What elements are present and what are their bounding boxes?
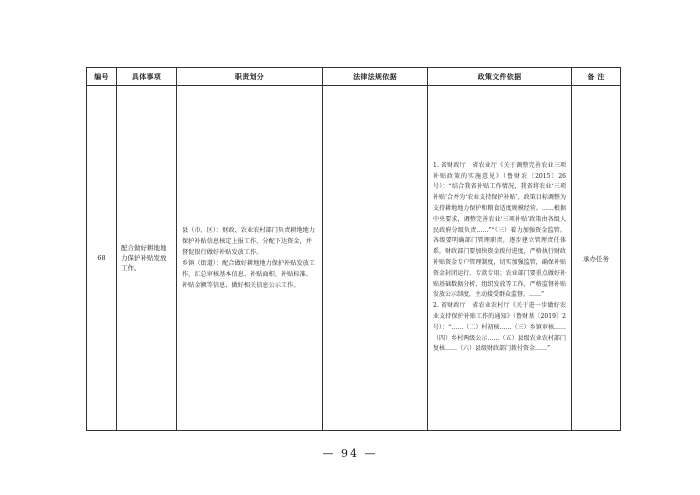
row-duty bbox=[177, 86, 323, 431]
duty-township: 乡镇（街道）：配合做好耕地地力保护补贴发放工作，汇总审核基本信息、补贴面积、补贴标准、补贴金额等信息，做好相关信息公示工作。 bbox=[182, 260, 316, 289]
row-policy bbox=[428, 86, 572, 431]
header-policy: 政策文件依据 bbox=[428, 68, 572, 86]
row-note: 承办任务 bbox=[572, 86, 621, 431]
header-number: 编号 bbox=[87, 68, 117, 86]
page-number: — 94 — bbox=[322, 447, 378, 460]
row-item: 配合做好耕地地力保护补贴发放工作。 bbox=[117, 86, 177, 431]
header-duty: 职责划分 bbox=[177, 68, 323, 86]
header-note: 备 注 bbox=[572, 68, 621, 86]
row-law bbox=[323, 86, 428, 431]
policy-doc-1: 1. 省财政厅 省农业厅《关于调整完善农业三项补贴政策的实施意见》（鲁财农〔2015〕26号）：“结合我省补贴工作情况，我省将农业‘三项补贴’合并为‘农业支持保护补贴’，政策目标调整为支持耕地地力保护和粮食适度规模经营。……根据中央要求，调整完善农业‘三项补贴’政策由各级人民政府分级负责……”“（三）着力加强资金监管。各级要明确部门管理职责，逐步建立管理责任体系，财政部门要加快资金拨付进度，严格执行财政补贴资金专户管理制度，切实加强监管，确保补贴资金封闭运行、专款专用；农业部门要重点做好补贴基础数据分析、组织发放等工作，严格监督补贴发放公示制度，主动接受群众监督。……” bbox=[433, 161, 566, 299]
row-number: 68 bbox=[87, 86, 117, 431]
header-item: 具体事项 bbox=[117, 68, 177, 86]
responsibility-table bbox=[86, 67, 621, 431]
duty-county: 县（市、区）：财政、农业农村部门负责耕地地力保护补贴信息核定上报工作、分配下达资金，并督促银行做好补贴发放工作。 bbox=[182, 227, 316, 256]
header-law: 法律法规依据 bbox=[323, 68, 428, 86]
table-header-row bbox=[87, 68, 621, 86]
table-row bbox=[87, 86, 621, 431]
policy-doc-2: 2. 省财政厅 省农业农村厅《关于进一步做好农业支持保护补贴工作的通知》（鲁财基〔2019〕2号）：“……（二）村初核……（三）乡镇审核……（四）乡村两级公示……（五）县级农业农村部门复核……（六）县级财政部门拨付资金……” bbox=[433, 302, 566, 353]
